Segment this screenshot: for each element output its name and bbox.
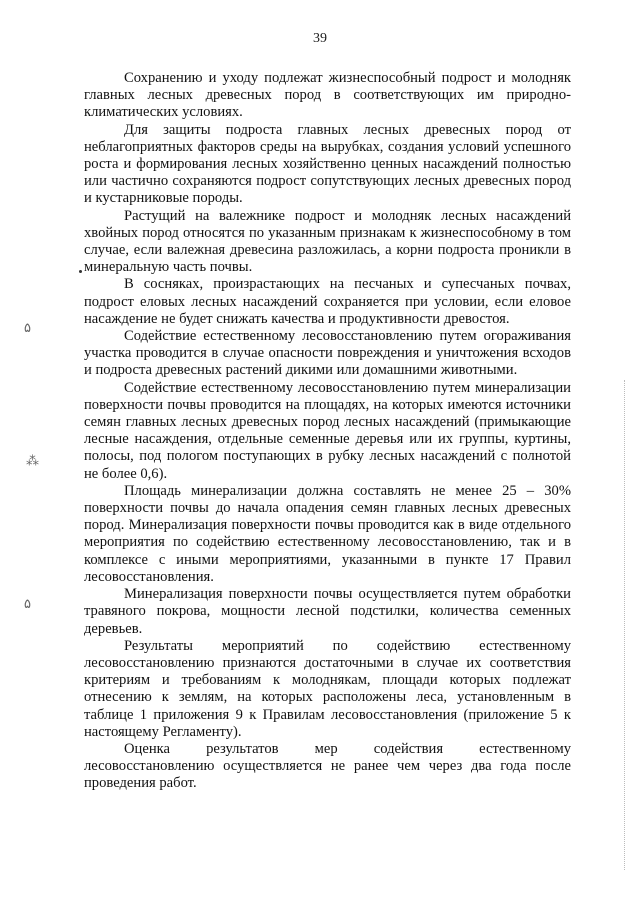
paragraph: Результаты мероприятий по содействию естественному лесовосстановлению признаются достаточными в случае их соответствия критериям и требованиям к молоднякам, площади которых подлежат отнесению к землям, на которых расположены леса, установленным в таблице 1 приложения 9 к Правилам лесовосстановления (приложение 5 к настоящему Регламенту). [84, 637, 571, 740]
page-number: 39 [313, 31, 327, 46]
document-body [84, 70, 571, 793]
paragraph: Для защиты подроста главных лесных древесных пород от неблагоприятных факторов среды на вырубках, создания условий успешного роста и формирования лесных хозяйственно ценных насаждений полностью или частично сохраняются подрост сопутствующих лесных древесных пород и кустарниковые породы. [84, 121, 571, 207]
scan-edge-line [624, 380, 626, 870]
binding-hole-mark: ۵ [24, 321, 31, 336]
binding-hole-mark: ۵ [24, 597, 31, 612]
paragraph: Минерализация поверхности почвы осуществляется путем обработки травяного покрова, мощности лесной подстилки, количества семенных деревьев. [84, 586, 571, 637]
paragraph: Сохранению и уходу подлежат жизнеспособный подрост и молодняк главных лесных древесных пород в соответствующих им природно-климатических условиях. [84, 70, 571, 121]
paragraph: Растущий на валежнике подрост и молодняк лесных насаждений хвойных пород относятся по указанным признакам к жизнеспособному в том случае, если валежная древесина разложилась, а корни подроста проникли в минеральную часть почвы. [84, 207, 571, 276]
paragraph: Содействие естественному лесовосстановлению путем огораживания участка проводится в случае опасности повреждения и уничтожения всходов и подроста древесных растений дикими или домашними животными. [84, 328, 571, 379]
paragraph: Содействие естественному лесовосстановлению путем минерализации поверхности почвы проводится на площадях, на которых имеются источники семян главных лесных древесных пород лесных насаждений (примыкающие лесные насаждения, отдельные семенные деревья или их группы, куртины, полосы, под пологом поступающих в рубку лесных насаждений с полнотой не более 0,6). [84, 379, 571, 482]
binding-hole-mark: ⁂ [26, 454, 39, 469]
paragraph: Оценка результатов мер содействия естественному лесовосстановлению осуществляется не ранее чем через два года после проведения работ. [84, 740, 571, 792]
scan-speck [79, 270, 82, 273]
paragraph: Площадь минерализации должна составлять не менее 25 – 30% поверхности почвы до начала опадения семян главных лесных древесных пород. Минерализация поверхности почвы проводится как в виде отдельного мероприятия по содействию естественному лесовосстановлению, так и в комплексе с иными мероприятиями, указанными в пункте 17 Правил лесовосстановления. [84, 482, 571, 585]
paragraph: В сосняках, произрастающих на песчаных и супесчаных почвах, подрост еловых лесных насаждений сохраняется при условии, если еловое насаждение не будет снижать качества и продуктивности древостоя. [84, 276, 571, 327]
